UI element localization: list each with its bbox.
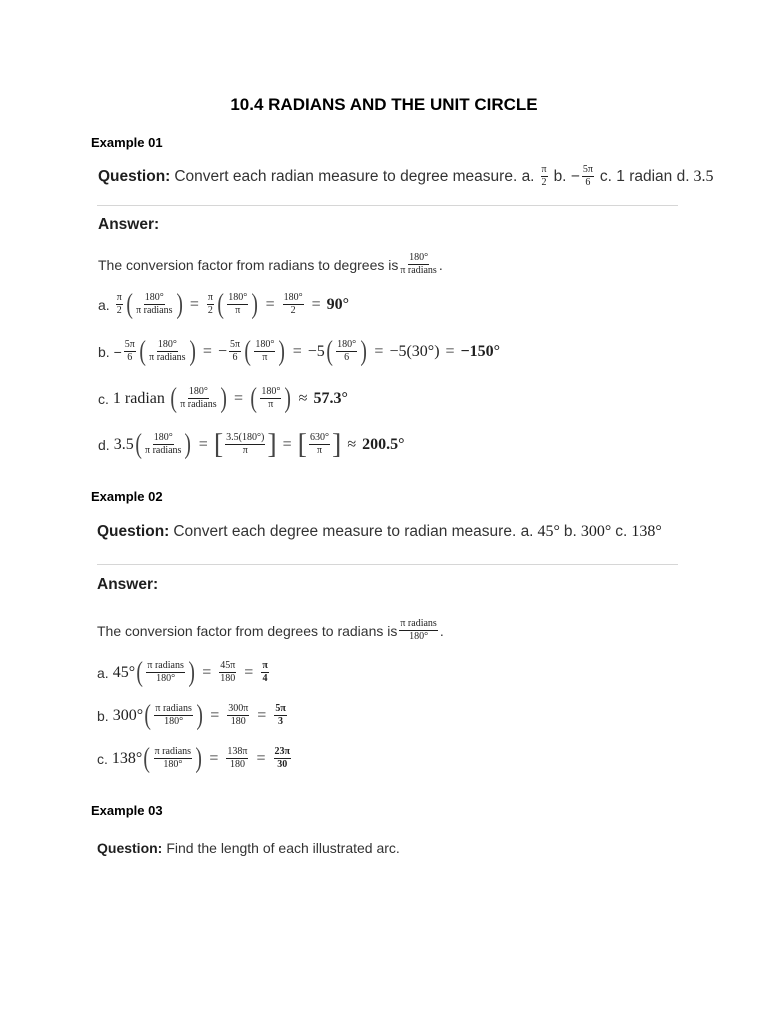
ex2-a-lead: 45° bbox=[112, 663, 136, 681]
ex2-b-lead: 300° bbox=[112, 706, 144, 724]
q-b-fraction: $\frac{5\pi}{6}$ bbox=[582, 164, 593, 188]
ex1-b-neg: − bbox=[217, 342, 227, 360]
q-c-label: c. 1 radian d. bbox=[599, 167, 690, 185]
ex2-c-lead: 138° bbox=[111, 749, 143, 767]
example-03-question bbox=[97, 840, 400, 856]
q-a-value: 45° bbox=[537, 523, 560, 540]
ex2-c-label: c. bbox=[97, 750, 108, 767]
q-b-label: b. − bbox=[553, 167, 580, 185]
q-d-value: 3.5 bbox=[693, 167, 714, 185]
ex1-line-b: b. − $\frac{5\pi}{6}$ ( $\frac{180^\circ}{\text{π radians}}$ ) = − $\frac{5\pi}{6}$ ( $\frac{180^\circ}{\pi}$ ) = −5 ( $\frac{180^\circ}{6}$ ) = −5(30°) = −150° bbox=[98, 335, 501, 367]
q-b-label: b. bbox=[563, 523, 577, 540]
ex1-c-result: 57.3° bbox=[313, 389, 348, 407]
divider bbox=[97, 205, 678, 206]
ex1-a-frac4: $\frac{180^\circ}{\pi}$ bbox=[228, 292, 248, 316]
ex1-b-label: b. − bbox=[98, 343, 122, 360]
ex1-d-frac3: $\frac{630^\circ}{\pi}$ bbox=[310, 432, 329, 456]
ex1-b-frac2: $\frac{180^\circ}{\text{π radians}}$ bbox=[149, 339, 186, 363]
ex1-d-lead: 3.5 bbox=[113, 435, 134, 453]
factor-text: The conversion factor from degrees to radians is bbox=[97, 622, 398, 639]
ex2-b-frac2: $\frac{300\pi}{180}$ bbox=[228, 703, 249, 727]
question-text: Find the length of each illustrated arc. bbox=[166, 840, 400, 856]
divider bbox=[97, 564, 678, 565]
factor-fraction: $\frac{\text{π radians}}{180^\circ}$ bbox=[400, 618, 437, 642]
question-label: Question: bbox=[97, 840, 163, 856]
ex1-c-label: c. bbox=[98, 390, 109, 407]
ex2-b-result: $\frac{5\pi}{3}$ bbox=[275, 703, 286, 727]
answer-label-text: Answer: bbox=[97, 576, 159, 593]
question-label: Question: bbox=[98, 167, 171, 185]
example-02-label: Example 02 bbox=[91, 489, 163, 504]
example-03-label: Example 03 bbox=[91, 803, 163, 818]
ex1-a-result: 90° bbox=[326, 295, 350, 313]
ex2-a-frac1: $\frac{\text{π radians}}{180^\circ}$ bbox=[147, 660, 184, 684]
ex1-a-frac5: $\frac{180^\circ}{2}$ bbox=[283, 292, 303, 316]
example-01-question bbox=[98, 165, 714, 188]
ex2-line-a: a. 45° ( $\frac{\text{π radians}}{180^\circ}$ ) = $\frac{45\pi}{180}$ = $\frac{\pi}{4}$ bbox=[97, 656, 268, 688]
q-c-value: 138° bbox=[631, 523, 662, 540]
ex1-a-frac1: $\frac{\pi}{2}$ bbox=[116, 292, 122, 316]
factor-fraction: $\frac{180^\circ}{\text{π radians}}$ bbox=[400, 252, 437, 276]
q-a-fraction: $\frac{\pi}{2}$ bbox=[541, 164, 547, 188]
ex1-d-result: 200.5° bbox=[362, 435, 405, 453]
answer-label-text: Answer: bbox=[98, 216, 160, 233]
q-c-label: c. bbox=[615, 523, 628, 540]
ex1-b-m6: −5(30°) bbox=[389, 342, 440, 360]
conversion-factor-line: The conversion factor from degrees to radians is $\frac{\text{π radians}}{180^\circ}$ . bbox=[97, 618, 444, 642]
ex1-d-approx: ≈ bbox=[347, 435, 357, 453]
q-b-value: 300° bbox=[580, 523, 612, 540]
ex1-line-a: a. $\frac{\pi}{2}$ ( $\frac{180^\circ}{\text{π radians}}$ ) = $\frac{\pi}{2}$ ( $\frac{180^\circ}{\pi}$ ) = $\frac{180^\circ}{2}$ = 90° bbox=[98, 288, 350, 320]
ex2-line-b: b. 300° ( $\frac{\text{π radians}}{180^\circ}$ ) = $\frac{300\pi}{180}$ = $\frac{5\pi}{3}$ bbox=[97, 699, 286, 731]
ex1-d-label: d. bbox=[98, 436, 110, 453]
ex1-b-frac3: $\frac{5\pi}{6}$ bbox=[229, 339, 241, 363]
ex2-c-result: $\frac{23\pi}{30}$ bbox=[274, 746, 290, 770]
answer-label bbox=[98, 216, 159, 234]
question-text: Convert each degree measure to radian measure. a. bbox=[173, 523, 534, 540]
ex1-a-frac3: $\frac{\pi}{2}$ bbox=[207, 292, 213, 316]
ex1-c-frac2: $\frac{180^\circ}{\pi}$ bbox=[261, 386, 281, 410]
ex1-c-approx: ≈ bbox=[298, 389, 308, 407]
ex2-line-c: c. 138° ( $\frac{\text{π radians}}{180^\circ}$ ) = $\frac{138\pi}{180}$ = $\frac{23\pi}{30}$ bbox=[97, 742, 290, 774]
ex2-b-frac1: $\frac{\text{π radians}}{180^\circ}$ bbox=[155, 703, 192, 727]
question-text: Convert each radian measure to degree measure. a. bbox=[174, 167, 535, 185]
question-label: Question: bbox=[97, 523, 170, 540]
ex1-c-lead: 1 radian bbox=[112, 389, 165, 407]
factor-text: The conversion factor from radians to degrees is bbox=[98, 256, 399, 273]
ex1-d-frac1: $\frac{180^\circ}{\text{π radians}}$ bbox=[145, 432, 182, 456]
page-title: 10.4 RADIANS AND THE UNIT CIRCLE bbox=[230, 95, 538, 114]
conversion-factor-line: The conversion factor from radians to degrees is $\frac{180^\circ}{\text{π radians}}$ . bbox=[98, 252, 443, 276]
ex1-b-frac4: $\frac{180^\circ}{\pi}$ bbox=[255, 339, 275, 363]
example-02-question bbox=[97, 523, 662, 541]
ex2-a-result: $\frac{\pi}{4}$ bbox=[262, 660, 268, 684]
ex2-a-frac2: $\frac{45\pi}{180}$ bbox=[220, 660, 236, 684]
answer-label bbox=[97, 576, 158, 594]
ex1-b-frac1: $\frac{5\pi}{6}$ bbox=[124, 339, 135, 363]
ex1-b-m5: −5 bbox=[307, 342, 325, 360]
ex2-a-label: a. bbox=[97, 664, 109, 681]
ex2-b-label: b. bbox=[97, 707, 109, 724]
ex1-line-d: d. 3.5 ( $\frac{180^\circ}{\text{π radians}}$ ) = [ $\frac{3.5(180^\circ)}{\pi}$ ] = [ $\frac{630^\circ}{\pi}$ ] ≈ 200.5° bbox=[98, 428, 405, 460]
ex2-c-frac1: $\frac{\text{π radians}}{180^\circ}$ bbox=[154, 746, 192, 770]
ex1-d-frac2: $\frac{3.5(180^\circ)}{\pi}$ bbox=[226, 432, 265, 456]
example-01-label: Example 01 bbox=[91, 135, 163, 150]
ex1-b-frac5: $\frac{180^\circ}{6}$ bbox=[337, 339, 357, 363]
ex1-a-frac2: $\frac{180^\circ}{\text{π radians}}$ bbox=[136, 292, 173, 316]
ex1-a-label: a. bbox=[98, 296, 110, 313]
ex1-line-c: c. 1 radian ( $\frac{180^\circ}{\text{π radians}}$ ) = ( $\frac{180^\circ}{\pi}$ ) ≈ 57.3° bbox=[98, 382, 348, 414]
ex1-c-frac1: $\frac{180^\circ}{\text{π radians}}$ bbox=[180, 386, 217, 410]
ex2-c-frac2: $\frac{138\pi}{180}$ bbox=[227, 746, 248, 770]
ex1-b-result: −150° bbox=[460, 342, 501, 360]
